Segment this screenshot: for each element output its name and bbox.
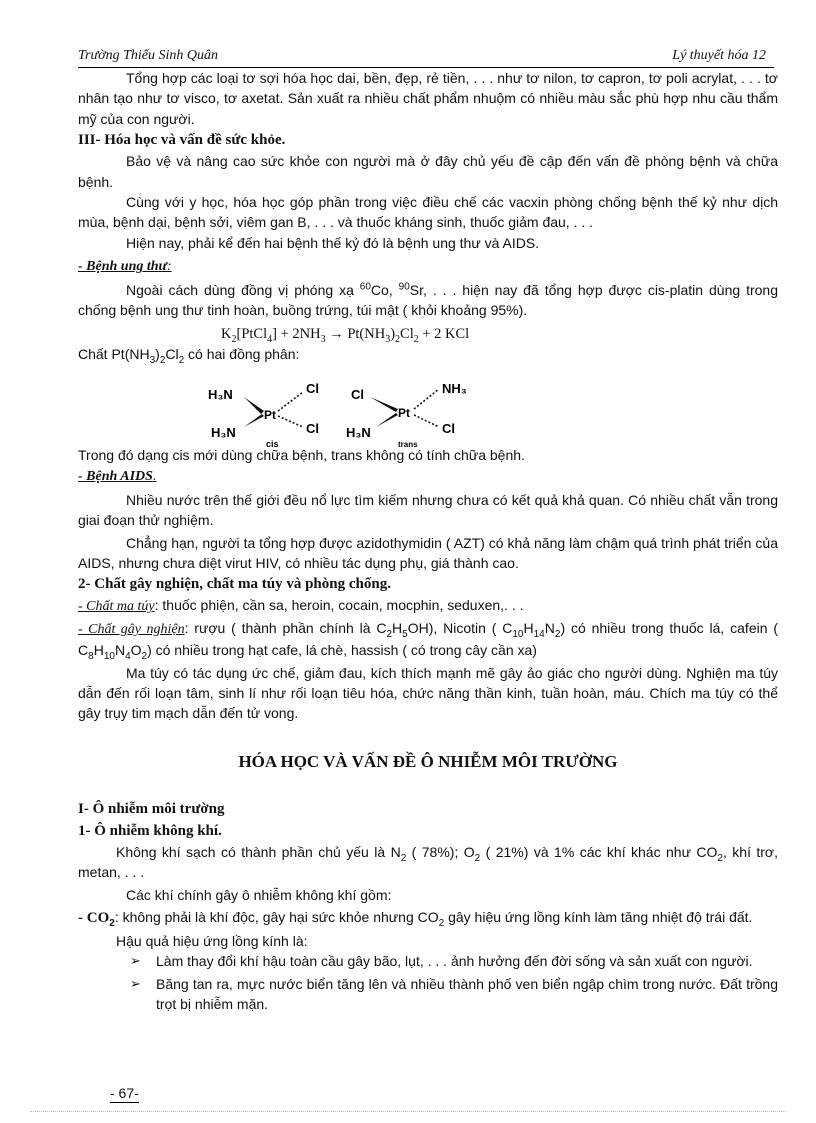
isomer-structures-drawing [206,367,526,447]
cis-h3n-bottom: H₃N [211,424,236,440]
trans-cl-right: Cl [442,420,455,436]
cis-h3n-top: H₃N [208,386,233,402]
chapter-title: HÓA HỌC VÀ VẤN ĐỀ Ô NHIỄM MÔI TRƯỜNG [238,751,618,771]
paragraph-health: Bảo vệ và nâng cao sức khỏe con người mà ở đây chủ yếu đề cập đến vấn đề phòng bệnh và chữa bệnh. [78,153,778,190]
cis-isomer [208,381,319,447]
trans-nh3: NH₃ [442,380,467,396]
paragraph-azt: Chẳng hạn, người ta tổng hợp được azidothymidin ( AZT) có khả năng làm chậm quá trình phát triển của AIDS, nhưng chưa diệt virut HIV, có nhiều tác dụng phụ, giá thành cao. [78,534,778,571]
cis-label: cis [266,438,279,447]
header-school: Trường Thiếu Sinh Quân [78,48,218,63]
paragraph-drug-effects: Ma túy có tác dụng ức chế, giảm đau, kích thích mạnh mẽ gây ảo giác cho người dùng. Nghiện ma túy dẫn đến rối loạn tâm, sinh lí như rối loạn tiêu hóa, chức năng thần kinh, tuần hoàn, máu. Chích ma túy có thể gây trụy tim mạch dẫn đến tử vong. [78,664,778,722]
isomer-structures [78,365,778,447]
paragraph-air-composition: Không khí sạch có thành phần chủ yếu là $N_2$ ( 78%); $O_2$ ( 21%) và 1% các khí khác như $CO_2$, khí trơ, metan, . . . [78,843,779,881]
cancer-heading: - Bệnh ung thư: [78,259,172,275]
paragraph-medicine: Cùng với y học, hóa học góp phần trong việc điều chế các vacxin phòng chống bệnh thế kỷ như dịch mùa, bệnh dại, bệnh sởi, viêm gan B, . . . và thuốc kháng sinh, thuốc giảm đau, . . . [78,194,778,231]
paragraph-diseases: Hiện nay, phải kể đến hai bệnh thế kỷ đó là bệnh ung thư và AIDS. [126,234,540,251]
cis-pt: Pt [264,407,276,422]
page-header [78,47,774,68]
reaction-equation: $K_2[PtCl_4] + 2NH_3 \to Pt(NH_3)_2Cl_2 + 2$ KCl [221,326,470,346]
trans-h3n: H₃N [346,424,371,440]
paragraph-aids-research: Nhiều nước trên thế giới đều nổ lực tìm kiếm nhưng chưa có kết quả khả quan. Có nhiều chất vẫn trong giai đoạn thử nghiệm. [78,491,778,529]
cis-cl-bottom: Cl [306,420,319,436]
section-heading-pollution: I- Ô nhiễm môi trường [78,800,225,817]
page-number: - 67- [110,1085,139,1101]
section-heading-health: III- Hóa học và vấn đề sức khỏe. [78,132,286,149]
trans-pt: Pt [398,405,410,420]
header-subject: Lý thuyết hóa 12 [672,48,766,63]
paragraph-cisplatin: Ngoài cách dùng đồng vị phóng xạ $^{60}$Co, $^{90}$Sr, . . . hiện nay đã tổng hợp được cis-platin dùng trong chống bệnh ung thư tinh hoàn, buồng trứng, túi mật ( khỏi khoảng 95%). [78,281,778,319]
isomer-intro: Chất $Pt(NH_3)_2Cl_2$ có hai đồng phân: [78,346,300,367]
bullet-climate: ➢ Làm thay đổi khí hậu toàn cầu gây bão, lụt, . . . ảnh hưởng đến đời sống và sản xuất con người. [78,951,778,971]
paragraph-main-gases: Các khí chính gây ô nhiễm không khí gồm: [126,886,392,903]
section-heading-drugs: 2- Chất gây nghiện, chất ma túy và phòng chống. [78,576,391,593]
paragraph-co2: - $CO_2$: không phải là khí độc, gây hại sức khỏe nhưng $CO_2$ gây hiệu ứng lồng kính làm tăng nhiệt độ trái đất. [78,908,753,929]
arrow-bullet-icon: ➢ [130,975,141,991]
aids-heading: - Bệnh AIDS. [78,469,157,485]
paragraph-fibers: Tổng hợp các loại tơ sợi hóa học dai, bền, đẹp, rẻ tiền, . . . như tơ nilon, tơ capron, tơ poli acrylat, . . . tơ nhân tạo như tơ visco, tơ axetat. Sản xuất ra nhiều chất phẩm nhuộm có nhiều màu sắc phù hợp nhu cầu thẩm mỹ của con người. [78,70,778,127]
paragraph-addictive: - Chất gây nghiện: rượu ( thành phần chính là $C_2H_5OH$), Nicotin ( $C_{10}H_{14}N_2$) có nhiều trong thuốc lá, cafein ( $C_8H_{10}N_4O_2$) có nhiều trong hạt cafe, lá chè, hassish ( có trong cây cần xa) [78,619,778,662]
trans-label: trans [398,439,418,447]
bullet-sea-level: ➢ Băng tan ra, mực nước biển tăng lên và nhiều thành phố ven biển ngập chìm trong nước. Đất trồng trọt bị nhiễm mặn. [78,974,778,1015]
page-body [78,68,778,1015]
trans-cl-left: Cl [351,386,364,402]
page-bottom-rule [30,1111,786,1112]
paragraph-cis-trans: Trong đó dạng cis mới dùng chữa bệnh, trans không có tính chữa bệnh. [78,446,525,463]
paragraph-narcotics: - Chất ma túy: thuốc phiện, cần sa, heroin, cocain, mocphin, seduxen,. . . [78,597,524,615]
arrow-bullet-icon: ➢ [130,953,141,969]
trans-isomer [346,381,467,447]
cis-cl-top: Cl [306,380,319,396]
section-heading-air: 1- Ô nhiễm không khí. [78,822,222,839]
paragraph-greenhouse: Hậu quả hiệu ứng lồng kính là: [116,932,308,949]
